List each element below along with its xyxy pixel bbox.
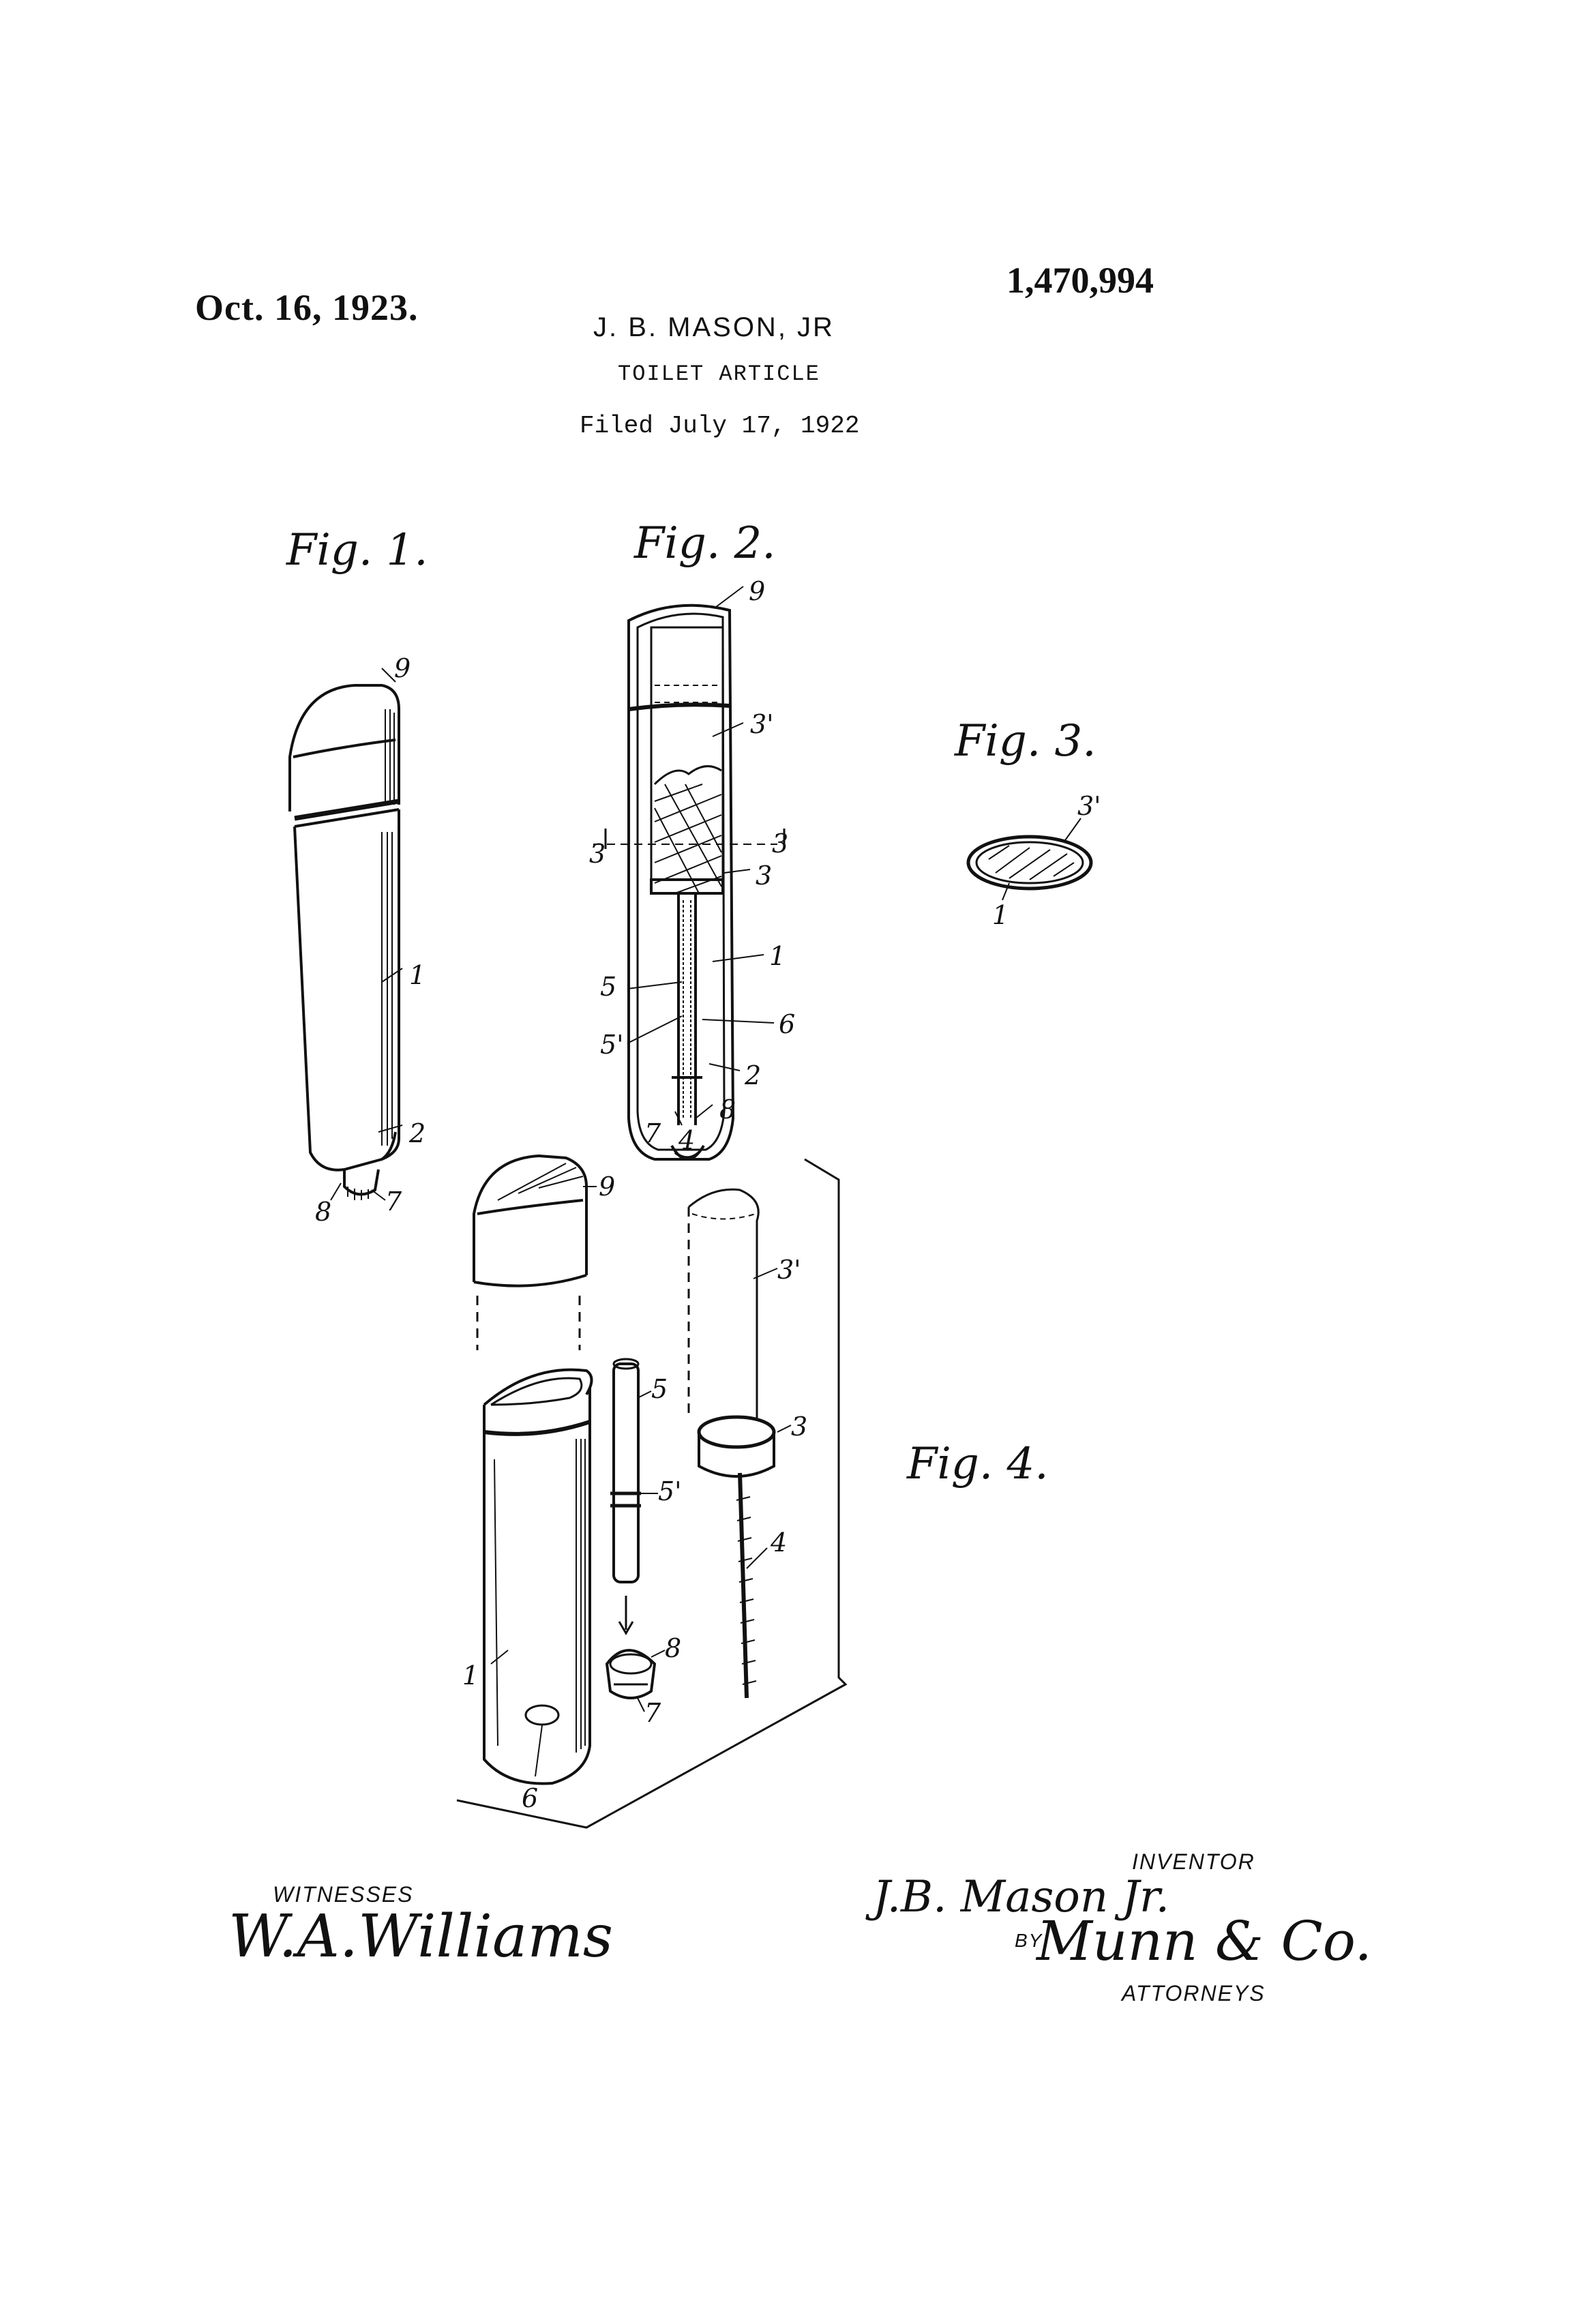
ref-9: 9 [394, 653, 411, 683]
ref-4: 4 [771, 1528, 788, 1558]
ref-9: 9 [599, 1172, 616, 1202]
ref-8: 8 [315, 1197, 332, 1227]
ref-3-prime: 3' [1077, 791, 1101, 821]
ref-9: 9 [749, 576, 766, 606]
patent-title: TOILET ARTICLE [618, 361, 820, 387]
ref-3: 3 [772, 829, 789, 859]
ref-6: 6 [522, 1783, 539, 1813]
ref-3-prime: 3' [750, 709, 774, 739]
fig1-label: Fig. 1. [286, 525, 428, 576]
ref-8: 8 [719, 1094, 736, 1124]
ref-2: 2 [409, 1118, 426, 1148]
fig3-label: Fig. 3. [955, 716, 1096, 766]
patent-number: 1,470,994 [1006, 260, 1154, 301]
by-label: BY [1015, 1930, 1043, 1951]
ref-1: 1 [462, 1660, 479, 1690]
attorney-signature: Munn & Co. [1036, 1909, 1372, 1973]
witness-signature: W.A.Williams [228, 1903, 613, 1971]
attorneys-label: ATTORNEYS [1122, 1981, 1266, 2006]
inventor-label: INVENTOR [1132, 1849, 1255, 1874]
inventor-name-header: J. B. MASON, JR [593, 312, 835, 342]
filed-date: Filed July 17, 1922 [580, 412, 860, 440]
ref-3-prime: 3' [777, 1255, 801, 1285]
fig4-label: Fig. 4. [907, 1439, 1049, 1489]
ref-1: 1 [992, 900, 1009, 930]
ref-5-prime: 5' [658, 1476, 682, 1506]
fig1-drawing [290, 685, 399, 1200]
ref-2: 2 [745, 1060, 762, 1090]
ref-5: 5 [651, 1374, 668, 1404]
ref-1: 1 [769, 941, 786, 971]
ref-5: 5 [600, 972, 617, 1002]
fig3-drawing [968, 837, 1091, 889]
inventor-signature: J.B. Mason Jr. [873, 1872, 1169, 1922]
ref-6: 6 [779, 1009, 796, 1039]
witnesses-label: WITNESSES [273, 1882, 414, 1907]
fig2-label: Fig. 2. [634, 518, 776, 569]
ref-7: 7 [644, 1698, 661, 1728]
ref-7: 7 [385, 1187, 402, 1217]
ref-8: 8 [665, 1633, 682, 1663]
patent-date: Oct. 16, 1923. [195, 287, 419, 328]
ref-3: 3 [589, 839, 606, 869]
ref-7: 7 [644, 1118, 661, 1148]
ref-4: 4 [678, 1125, 696, 1155]
ref-1: 1 [409, 960, 426, 990]
ref-3: 3 [756, 861, 773, 891]
ref-5-prime: 5' [600, 1030, 624, 1060]
ref-3: 3 [791, 1412, 808, 1442]
